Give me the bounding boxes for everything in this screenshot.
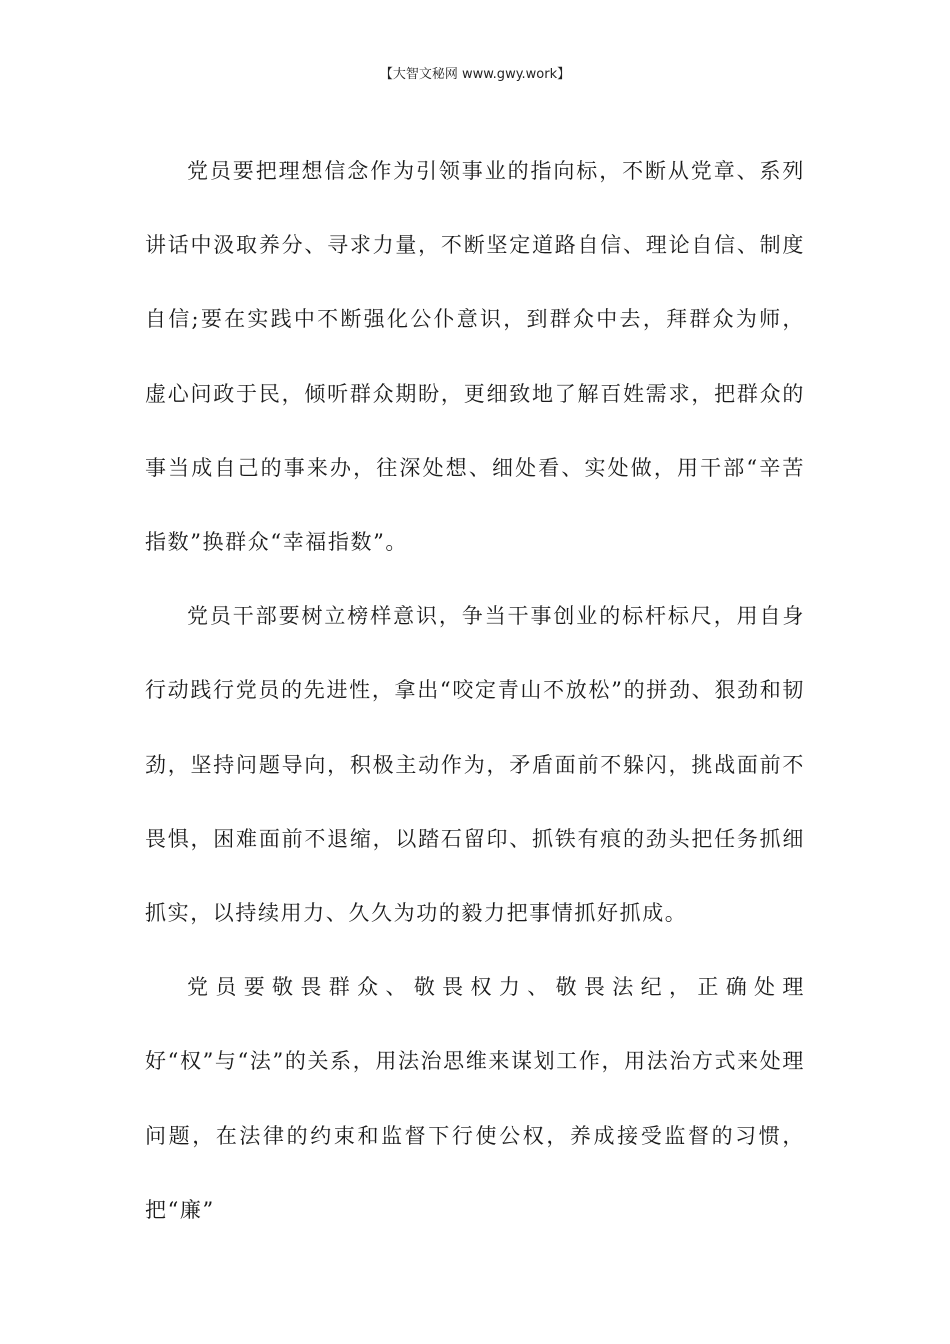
page-header: 【大智文秘网 www.gwy.work】 <box>379 67 571 82</box>
paragraph-2: 党员干部要树立榜样意识，争当干事创业的标杆标尺，用自身行动践行党员的先进性，拿出“咬定青山不放松”的拼劲、狠劲和韧劲，坚持问题导向，积极主动作为，矛盾面前不躲闪，挑战面前不畏惧，困难面前不退缩，以踏石留印、抓铁有痕的劲头把任务抓细抓实，以持续用力、久久为功的毅力把事情抓好抓成。 <box>145 604 805 926</box>
document-body <box>145 134 805 1247</box>
paragraph-1: 党员要把理想信念作为引领事业的指向标，不断从党章、系列讲话中汲取养分、寻求力量，不断坚定道路自信、理论自信、制度自信;要在实践中不断强化公仆意识，到群众中去，拜群众为师，虚心问政于民，倾听群众期盼，更细致地了解百姓需求，把群众的事当成自己的事来办，往深处想、细处看、实处做，用干部“辛苦指数”换群众“幸福指数”。 <box>145 159 805 555</box>
paragraph-3: 党员要敬畏群众、敬畏权力、敬畏法纪，正确处理好“权”与“法”的关系，用法治思维来谋划工作，用法治方式来处理问题，在法律的约束和监督下行使公权，养成接受监督的习惯，把“廉” <box>145 975 805 1222</box>
